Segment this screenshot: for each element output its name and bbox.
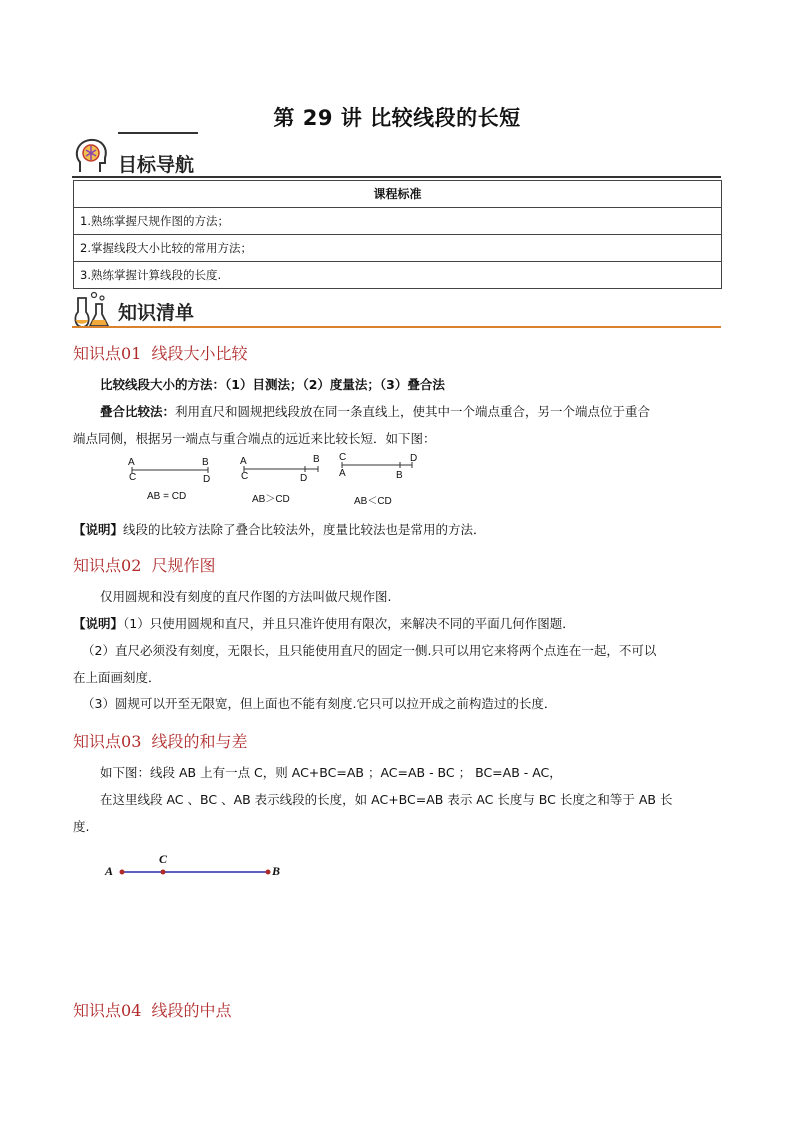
section-heading-goals: 目标导航 [118,154,195,176]
kp3-text: 在这里线段 AC 、BC 、AB 表示线段的长度，如 AC+BC=AB 表示 AC 长度与 BC 长度之和等于 AB 长 [100,792,673,807]
kp-number: 03 [121,732,142,751]
point-label: A [339,468,346,479]
section-top-rule [118,132,198,134]
kp2-note [73,610,575,637]
segment-ab [100,852,300,886]
point-label-c: C [159,852,168,866]
page-title: 第 29 讲 比较线段的长短 [273,106,521,130]
kp-title: 线段的和与差 [151,732,248,751]
overlay-label: 叠合比较法： [100,404,176,419]
kp-label: 知识点 [73,344,122,363]
point-label: B [202,457,209,468]
diagram-caption: AB＜CD [354,496,392,507]
overlay-text [100,398,722,425]
point-label-b: B [272,864,281,878]
comparison-diagrams [110,452,440,512]
overlay-text-cont: 端点同侧，根据另一端点与重合端点的远近来比较长短．如下图： [73,431,436,446]
note-label: 【说明】 [73,522,124,537]
kp2-text: 仅用圆规和没有刻度的直尺作图的方法叫做尺规作图. [100,589,392,604]
standards-table [73,180,722,289]
kp-title: 线段大小比较 [151,344,248,363]
point-label: D [203,474,211,485]
standards-item: 1.熟练掌握尺规作图的方法； [74,207,721,234]
standards-header: 课程标准 [373,187,422,201]
kp-heading [73,729,248,752]
point-label: A [128,457,135,468]
standards-item: 3.熟练掌握计算线段的长度. [74,261,721,288]
note-text: 线段的比较方法除了叠合比较法外，度量比较法也是常用的方法． [123,522,486,537]
kp-heading [73,341,248,364]
kp-heading [73,998,232,1021]
diagram-caption: AB = CD [147,491,187,502]
kp3-text: 度. [73,819,90,834]
kp3-text: 如下图：线段 AB 上有一点 C，则 AC+BC=AB ；AC=AB - BC ； BC=AB - AC， [100,765,562,780]
point-label: C [339,452,347,463]
segment-figure [100,852,300,886]
kp-label: 知识点 [73,556,122,575]
lab-flask-icon [72,290,112,330]
point-label: A [240,456,247,467]
kp2-text: （3）圆规可以开至无限宽，但上面也不能有刻度.它只可以拉开成之前构造过的长度． [82,696,557,711]
point-label-a: A [105,864,114,878]
section-rule [72,326,721,328]
point-label: C [241,471,249,482]
kp2-text: 在上面画刻度． [73,670,161,685]
kp-heading [73,553,216,576]
point-label: B [396,470,403,481]
kp-number: 02 [121,556,142,575]
kp2-text: （2）直尺必须没有刻度，无限长，且只能使用直尺的固定一侧.只可以用它来将两个点连在一起，不可以 [82,643,657,658]
point-label: B [313,454,320,465]
methods-text: 比较线段大小的方法：（1）目测法；（2）度量法；（3）叠合法 [100,377,445,392]
kp1-note [73,516,486,543]
section-rule [72,176,721,178]
kp-label: 知识点 [73,1001,122,1020]
kp-title: 线段的中点 [151,1001,232,1020]
section-heading-knowledge: 知识清单 [118,302,195,324]
standards-item: 2.掌握线段大小比较的常用方法； [74,234,721,261]
note-text: （1）只使用圆规和直尺，并且只准许使用有限次，来解决不同的平面几何作图题． [123,616,575,631]
kp-title: 尺规作图 [151,556,216,575]
point-label: D [300,473,308,484]
diagram-caption: AB＞CD [252,494,290,505]
brain-head-icon [72,136,112,176]
point-label: D [410,453,418,464]
kp-number: 01 [121,344,142,363]
kp-label: 知识点 [73,732,122,751]
kp-number: 04 [121,1001,142,1020]
overlay-body: 利用直尺和圆规把线段放在同一条直线上，使其中一个端点重合，另一个端点位于重合 [175,404,651,419]
note-label: 【说明】 [73,616,124,631]
point-label: C [129,472,137,483]
